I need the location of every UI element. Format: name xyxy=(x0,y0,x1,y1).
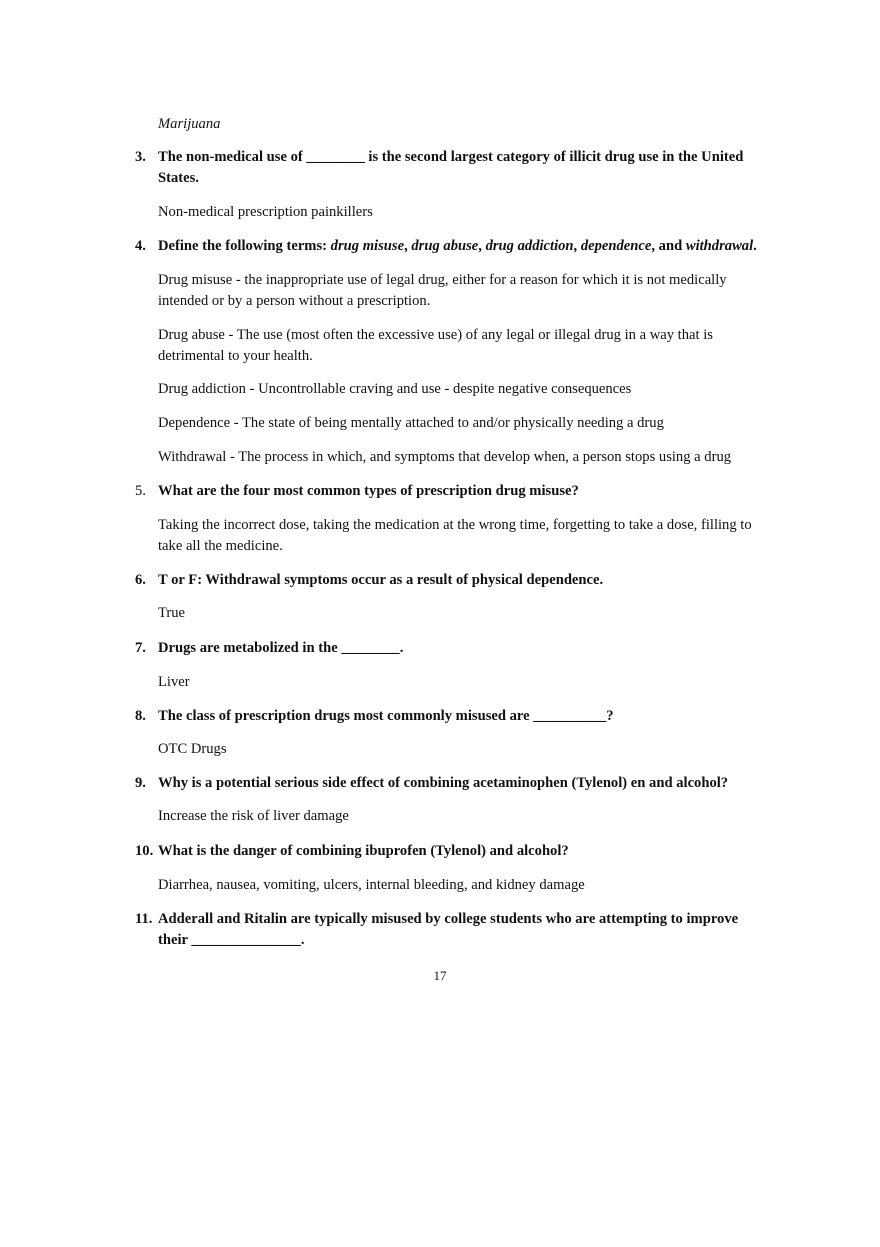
answer-4-dependence: Dependence - The state of being mentally attached to and/or physically needing a drug xyxy=(158,415,664,431)
question-text: Why is a potential serious side effect of combining acetaminophen (Tylenol) en and alcohol? xyxy=(158,775,729,791)
question-number: 7. xyxy=(135,640,146,656)
answer-10: Diarrhea, nausea, vomiting, ulcers, internal bleeding, and kidney damage xyxy=(158,877,585,893)
question-11 xyxy=(135,909,768,951)
question-text: What are the four most common types of prescription drug misuse? xyxy=(158,483,579,499)
question-6 xyxy=(135,570,778,591)
question-10 xyxy=(135,841,778,862)
term-drug-misuse: drug misuse xyxy=(330,238,405,254)
question-number: 9. xyxy=(135,775,146,791)
separator: , xyxy=(573,238,581,254)
question-text: The non-medical use of ________ is the second largest category of illicit drug use in the United States. xyxy=(158,149,744,186)
question-number: 6. xyxy=(135,572,146,588)
answer-4-drug-addiction: Drug addiction - Uncontrollable craving and use - despite negative consequences xyxy=(158,381,632,397)
question-9 xyxy=(135,773,798,794)
question-text: Drugs are metabolized in the ________. xyxy=(158,640,404,656)
term-drug-abuse: drug abuse xyxy=(411,238,479,254)
answer-8: OTC Drugs xyxy=(158,741,227,757)
question-number: 8. xyxy=(135,708,146,724)
question-text: What is the danger of combining ibuprofen (Tylenol) and alcohol? xyxy=(158,843,569,859)
separator: , xyxy=(404,238,412,254)
question-number: 11. xyxy=(135,911,153,927)
page-number: 17 xyxy=(433,968,447,983)
question-number: 10. xyxy=(135,843,154,859)
separator: , and xyxy=(651,238,686,254)
question-number: 5. xyxy=(135,483,146,499)
separator: , xyxy=(478,238,486,254)
term-withdrawal: withdrawal xyxy=(685,238,754,254)
question-number: 3. xyxy=(135,149,146,165)
term-dependence: dependence xyxy=(580,238,652,254)
answer-5: Taking the incorrect dose, taking the medication at the wrong time, forgetting to take a dose, filling to take all the medicine. xyxy=(158,517,752,554)
question-5 xyxy=(135,481,778,502)
answer-4-drug-abuse: Drug abuse - The use (most often the excessive use) of any legal or illegal drug in a way that is detrimental to your health. xyxy=(158,327,713,364)
answer-4-withdrawal: Withdrawal - The process in which, and symptoms that develop when, a person stops using a drug xyxy=(158,449,732,465)
question-7 xyxy=(135,638,778,659)
question-text: The class of prescription drugs most commonly misused are __________? xyxy=(158,708,614,724)
question-text: T or F: Withdrawal symptoms occur as a result of physical dependence. xyxy=(158,572,604,588)
question-number: 4. xyxy=(135,238,146,254)
question-4 xyxy=(135,236,798,257)
question-8 xyxy=(135,706,778,727)
period: . xyxy=(753,238,757,254)
answer-9: Increase the risk of liver damage xyxy=(158,808,349,824)
answer-4-drug-misuse: Drug misuse - the inappropriate use of legal drug, either for a reason for which it is not medically intended or by a person without a prescription. xyxy=(158,272,727,309)
answer-3: Non-medical prescription painkillers xyxy=(158,204,373,220)
question-text: Adderall and Ritalin are typically misused by college students who are attempting to improve their _______________. xyxy=(158,911,739,948)
question-3 xyxy=(135,147,778,189)
answer-6: True xyxy=(158,605,186,621)
answer-marijuana: Marijuana xyxy=(158,116,221,132)
answer-7: Liver xyxy=(158,674,190,690)
term-drug-addiction: drug addiction xyxy=(485,238,574,254)
question-lead: Define the following terms: xyxy=(158,238,331,254)
